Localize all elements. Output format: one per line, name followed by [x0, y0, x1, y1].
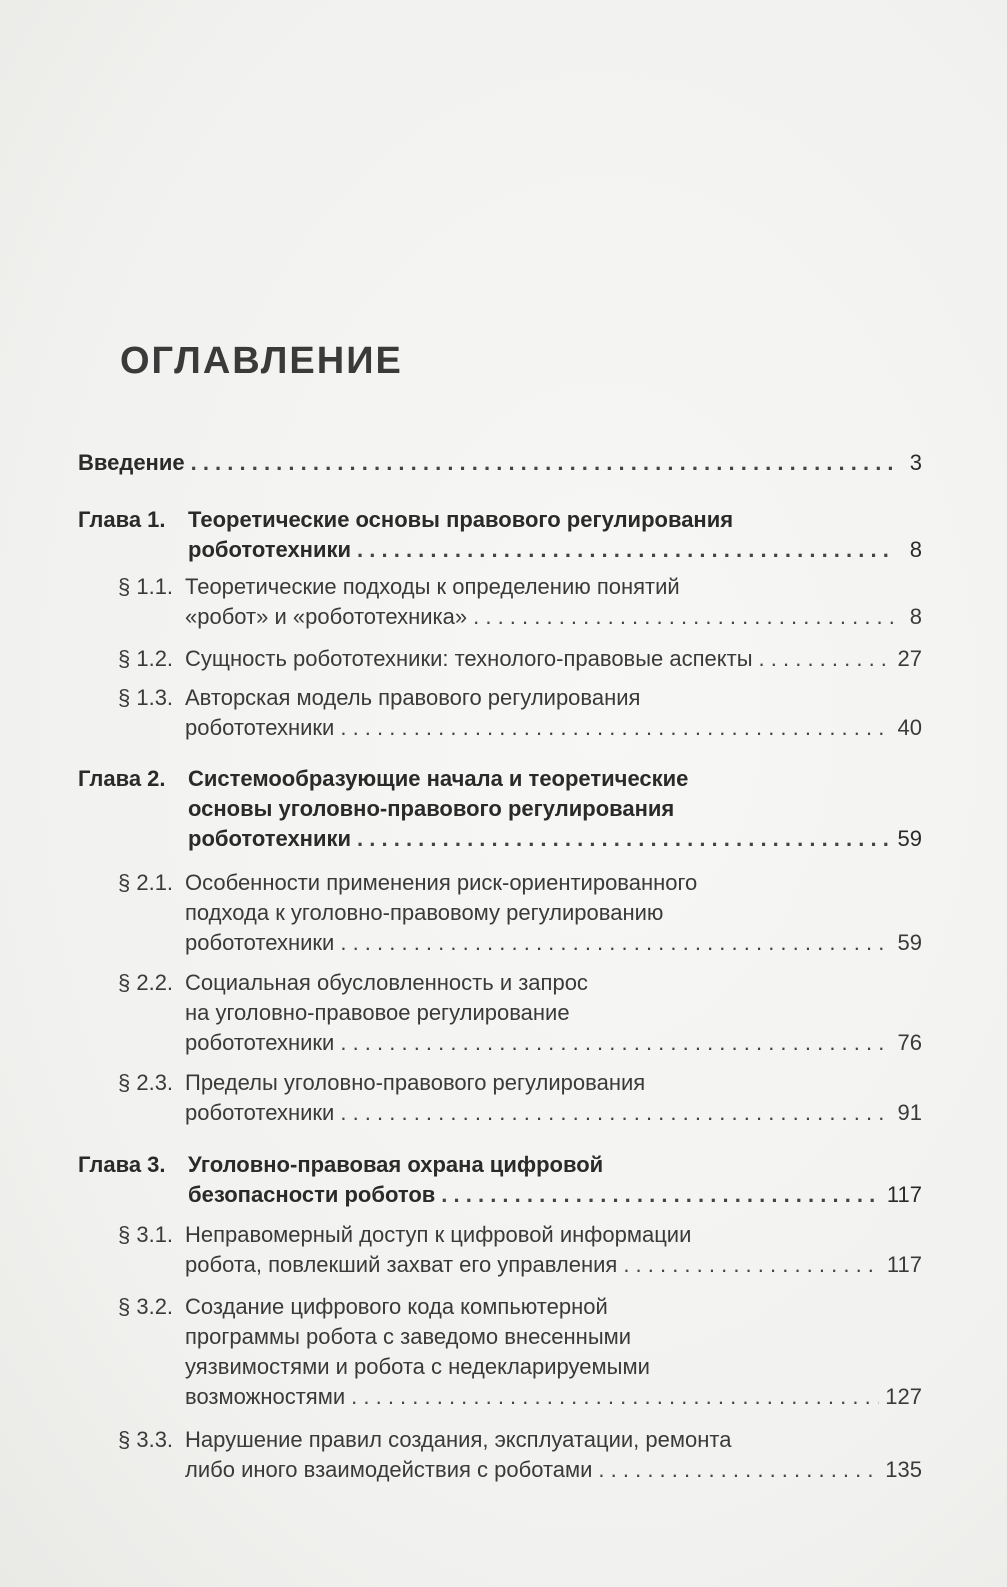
- dot-leader: [340, 1098, 891, 1128]
- toc-entry-text: Неправомерный доступ к цифровой информации: [185, 1222, 692, 1247]
- dot-leader: [191, 448, 896, 478]
- dot-leader: [340, 928, 891, 958]
- dot-leader: [473, 602, 896, 632]
- toc-entry-text: Введение: [78, 450, 185, 475]
- toc-entry[interactable]: [0, 868, 1007, 958]
- toc-entry-text: робота, повлекший захват его управления: [185, 1252, 618, 1277]
- toc-entry-text: робототехники: [185, 1100, 335, 1125]
- toc-entry-label: § 2.3.: [118, 1070, 174, 1095]
- toc-entry-text: возможностями: [185, 1384, 346, 1409]
- toc-entry-text: Создание цифрового кода компьютерной: [185, 1294, 608, 1319]
- toc-entry-page: 117: [886, 1252, 922, 1277]
- toc-entry-label: § 3.2.: [118, 1294, 174, 1319]
- dot-leader: [357, 824, 891, 854]
- toc-entry-text: Системообразующие начала и теоретические: [188, 766, 689, 791]
- toc-entry-text: робототехники: [185, 715, 335, 740]
- toc-entry-text: Уголовно-правовая охрана цифровой: [188, 1152, 604, 1177]
- toc-entry-text: подхода к уголовно-правовому регулированию: [185, 900, 664, 925]
- toc-entry-page: 76: [897, 1030, 922, 1055]
- toc-entry-label: § 3.3.: [118, 1427, 174, 1452]
- toc-entry-text: робототехники: [185, 930, 335, 955]
- toc-entry-text: Пределы уголовно-правового регулирования: [185, 1070, 646, 1095]
- dot-leader: [340, 1028, 891, 1058]
- dot-leader: [623, 1250, 881, 1280]
- toc-entry-text: на уголовно-правовое регулирование: [185, 1000, 570, 1025]
- toc-entry-label: § 3.1.: [118, 1222, 174, 1247]
- toc-entry[interactable]: [0, 572, 1007, 632]
- toc-entry[interactable]: [0, 764, 1007, 854]
- toc-entry-page: 8: [909, 604, 922, 629]
- toc-entry-page: 127: [885, 1384, 922, 1409]
- dot-leader: [598, 1455, 879, 1485]
- toc-entry-text: Особенности применения риск-ориентированного: [185, 870, 698, 895]
- toc-entry[interactable]: [0, 968, 1007, 1058]
- toc-entry-page: 27: [897, 646, 922, 671]
- toc-entry[interactable]: [0, 1425, 1007, 1485]
- toc-entry-label: Глава 2.: [78, 766, 166, 791]
- toc-entry[interactable]: [0, 1220, 1007, 1280]
- toc-entry-page: 59: [897, 826, 922, 851]
- toc-entry-page: 135: [885, 1457, 922, 1482]
- toc-entry-text: Авторская модель правового регулирования: [185, 685, 641, 710]
- toc-entry-text: либо иного взаимодействия с роботами: [185, 1457, 593, 1482]
- dot-leader: [351, 1382, 879, 1412]
- toc-entry-label: § 1.1.: [118, 574, 174, 599]
- dot-leader: [759, 644, 892, 674]
- toc-entry-label: Глава 1.: [78, 507, 166, 532]
- dot-leader: [441, 1180, 881, 1210]
- toc-entry-text: Теоретические подходы к определению понятий: [185, 574, 680, 599]
- toc-entry-page: 40: [897, 715, 922, 740]
- toc-entry-label: Глава 3.: [78, 1152, 166, 1177]
- toc-entry-label: § 1.3.: [118, 685, 174, 710]
- toc-entry-text: безопасности роботов: [188, 1182, 436, 1207]
- toc-entry-text: программы робота с заведомо внесенными: [185, 1324, 632, 1349]
- toc-entry[interactable]: [0, 644, 1007, 674]
- toc-entry[interactable]: [0, 1150, 1007, 1210]
- toc-entry[interactable]: [0, 1068, 1007, 1128]
- dot-leader: [357, 535, 896, 565]
- toc-entry-text: Теоретические основы правового регулирования: [188, 507, 734, 532]
- toc-entry-text: робототехники: [188, 537, 352, 562]
- toc-entry-page: 3: [909, 450, 922, 475]
- toc-entry-label: § 2.1.: [118, 870, 174, 895]
- toc-entry-text: уязвимостями и робота с недекларируемыми: [185, 1354, 650, 1379]
- toc-entry-label: § 2.2.: [118, 970, 174, 995]
- toc-entry-label: § 1.2.: [118, 646, 174, 671]
- toc-entry-page: 117: [886, 1182, 922, 1207]
- toc-entry-page: 91: [897, 1100, 922, 1125]
- toc-entry-page: 59: [897, 930, 922, 955]
- dot-leader: [340, 713, 891, 743]
- toc-entry-text: робототехники: [185, 1030, 335, 1055]
- toc-entry[interactable]: [0, 683, 1007, 743]
- toc-entry[interactable]: [0, 1292, 1007, 1412]
- toc-entry-page: 8: [909, 537, 922, 562]
- toc-entry-text: робототехники: [188, 826, 352, 851]
- toc-entry[interactable]: [0, 448, 1007, 478]
- toc-entry-text: Социальная обусловленность и запрос: [185, 970, 588, 995]
- toc-entry-text: основы уголовно-правового регулирования: [188, 796, 675, 821]
- toc-entry-text: Нарушение правил создания, эксплуатации, ремонта: [185, 1427, 732, 1452]
- toc-title: ОГЛАВЛЕНИЕ: [120, 340, 403, 382]
- toc-entry-text: «робот» и «робототехника»: [185, 604, 468, 629]
- toc-entry[interactable]: [0, 505, 1007, 565]
- toc-entry-text: Сущность робототехники: технолого-правовые аспекты: [185, 646, 753, 671]
